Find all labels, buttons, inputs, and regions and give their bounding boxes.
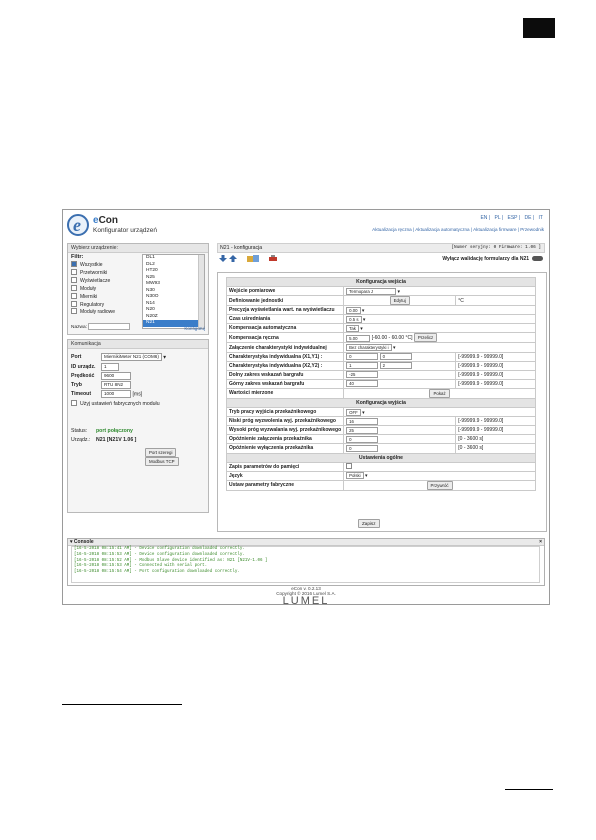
lang-it[interactable]: IT	[538, 215, 543, 221]
device-item[interactable]: N20Z	[146, 313, 158, 319]
log-line: [16-5-2018 08:15:53 AM] - Device configuration downloaded correctly.	[74, 552, 245, 557]
x2-input[interactable]: 1	[346, 362, 378, 369]
table-row: Wartości mierzone Pokaż	[227, 388, 536, 398]
device-list-scrollbar[interactable]	[198, 255, 204, 328]
mode-row: Tryb RTU 8N2	[71, 381, 131, 389]
config-title: N21 - konfiguracja	[220, 245, 263, 251]
table-row: Charakterystyka indywidualna (X1,Y1) : 0 0 [-99999.9 - 99999.0]	[227, 352, 536, 361]
connection-buttons	[145, 448, 208, 466]
config-toolbar	[217, 253, 545, 265]
lang-de[interactable]: DE	[524, 215, 532, 221]
serial-port-button[interactable]: Port szeregi	[145, 448, 176, 457]
port-select[interactable]: MiernikiMeter N21 (COM6)	[101, 353, 162, 361]
upload-arrow-icon[interactable]	[229, 255, 237, 262]
validation-toggle[interactable]	[532, 256, 543, 261]
checkbox-icon[interactable]	[71, 400, 77, 406]
validation-label: Wyłącz walidację formularzy dla N21	[442, 256, 529, 262]
filter-modules[interactable]: Moduły	[71, 285, 115, 293]
configure-link[interactable]: Konfiguruj	[184, 326, 205, 331]
filter-label: Filtr:	[71, 254, 84, 260]
table-row: Opóźnienie wyłączenia przekaźnika 0 [0 - 3600 s]	[227, 444, 536, 453]
table-row: Niski próg wyzwolenia wyj. przekaźnikowego 16 [-99999.9 - 99999.0]	[227, 417, 536, 426]
device-item[interactable]: DL1	[146, 255, 155, 260]
checkbox-icon[interactable]	[71, 308, 77, 314]
modbus-tcp-button[interactable]: Modbus TCP	[145, 457, 179, 466]
device-item[interactable]: N20	[146, 307, 155, 312]
lang-esp[interactable]: ESP	[507, 215, 518, 221]
language-switcher: EN | PL | ESP | DE | IT	[480, 215, 543, 221]
show-values-button[interactable]: Pokaż	[429, 389, 449, 398]
table-row: Zapis parametrów do pamięci	[227, 462, 536, 471]
copyright-text: Copyright © 2016 Lumel S.A.	[276, 591, 336, 597]
precision-select[interactable]: 0.00	[346, 307, 360, 314]
footnote-rule	[62, 704, 182, 705]
checkbox-icon[interactable]	[71, 261, 77, 267]
speed-select[interactable]: 9600	[101, 372, 131, 380]
version-text: eCon v. 0.2.13	[291, 586, 321, 591]
relay-mode-select[interactable]: OFF	[346, 409, 361, 416]
id-input[interactable]: 1	[101, 363, 119, 371]
filter-displays[interactable]: Wyświetlacze	[71, 277, 115, 285]
device-selector	[67, 243, 209, 335]
table-row: Górny zakres wskazań bargrafu 40 [-99999.9 - 99999.0]	[227, 379, 536, 388]
on-delay-input[interactable]: 0	[346, 436, 378, 443]
console-header: ▾ Console ×	[70, 539, 542, 545]
restore-factory-button[interactable]: Przywróć	[427, 481, 453, 490]
relay-low-input[interactable]: 16	[346, 418, 378, 425]
open-folder-icon[interactable]	[247, 255, 259, 262]
console-panel	[67, 538, 545, 586]
app-screenshot	[62, 209, 550, 605]
table-row: Kompensacja automatyczna Tak ▾	[227, 324, 536, 333]
device-item[interactable]: MW93	[146, 281, 160, 286]
device-item[interactable]: N25	[146, 274, 155, 280]
update-links[interactable]: Aktualizacja ręczna | Aktualizacja automatyczna | Aktualizacja firmware | Przewodnik	[372, 227, 544, 232]
console-log	[71, 546, 540, 583]
auto-comp-select[interactable]: Tak	[346, 325, 359, 332]
device-item[interactable]: HT20	[146, 268, 158, 273]
print-icon[interactable]	[269, 255, 277, 262]
checkbox-icon[interactable]	[71, 285, 77, 291]
table-row: Opóźnienie załączenia przekaźnika 0 [0 - 3600 s]	[227, 435, 536, 444]
filter-all[interactable]: Wszystkie	[71, 261, 115, 269]
save-to-memory-checkbox[interactable]	[346, 463, 352, 469]
communication-panel	[67, 339, 209, 513]
status-value: port połączony	[96, 428, 133, 434]
econ-logo-icon: e	[67, 214, 89, 236]
name-input[interactable]	[88, 323, 130, 330]
status-row: Status: port połączony	[71, 428, 133, 434]
log-line: [16-5-2018 08:15:53 AM] - Connected with serial port.	[74, 564, 208, 569]
checkbox-icon[interactable]	[71, 301, 77, 307]
config-title-bar	[217, 243, 545, 253]
off-delay-input[interactable]: 0	[346, 445, 378, 452]
id-row: ID urządz. 1	[71, 363, 119, 371]
mode-select[interactable]: RTU 8N2	[101, 381, 131, 389]
log-line: [16-5-2018 08:15:54 AM] - Port configuration downloaded correctly.	[74, 570, 240, 575]
input-type-select[interactable]: Termopara J	[346, 288, 396, 295]
device-item[interactable]: N30	[146, 287, 155, 293]
log-line: [16-5-2018 08:15:41 AM] - Device configuration downloaded correctly.	[74, 547, 245, 551]
table-row: Czas uśredniania 0.5 s ▾	[227, 315, 536, 324]
page-number-rule	[505, 789, 553, 790]
bargraph-low-input[interactable]: -25	[346, 371, 378, 378]
close-icon[interactable]: ×	[539, 539, 542, 545]
device-item[interactable]: DL2	[146, 261, 155, 267]
checkbox-icon[interactable]	[71, 293, 77, 299]
left-panel	[67, 243, 209, 513]
device-item[interactable]: N14	[146, 300, 155, 306]
edit-unit-button[interactable]: Edytuj	[390, 296, 410, 305]
config-table	[226, 277, 536, 491]
table-row: Język Polski ▾	[227, 471, 536, 480]
port-row: Port MiernikiMeter N21 (COM6) ▾	[71, 354, 166, 361]
device-list[interactable]	[142, 254, 205, 329]
table-row: Charakterystyka indywidualna (X2,Y2) : 1 2 [-99999.9 - 99999.0]	[227, 361, 536, 370]
config-form	[217, 272, 547, 532]
y2-input[interactable]: 2	[380, 362, 412, 369]
language-select[interactable]: Polski	[346, 472, 363, 479]
bargraph-high-input[interactable]: 40	[346, 380, 378, 387]
chevron-down-icon: ▾	[163, 354, 166, 361]
device-row: Urządz.: N21 [N21V 1.06 ]	[71, 437, 137, 443]
lang-pl[interactable]: PL	[494, 215, 501, 221]
timeout-input[interactable]: 1000	[101, 390, 131, 398]
device-value: N21 [N21V 1.06 ]	[96, 437, 137, 443]
page-corner-tab	[523, 18, 555, 38]
config-panel	[217, 243, 545, 265]
factory-settings-row[interactable]: Użyj ustawień fabrycznych modułu	[71, 400, 160, 407]
app-brand: eCon	[93, 215, 119, 226]
x1-input[interactable]: 0	[346, 353, 378, 360]
checkbox-icon[interactable]	[71, 269, 77, 275]
app-footer	[63, 586, 549, 604]
table-row: Załączenie charakterystyki indywidualnej Bez charakterystyki i ▾	[227, 343, 536, 352]
device-item-selected[interactable]: N21	[143, 320, 204, 327]
save-button[interactable]: Zapisz	[358, 519, 380, 528]
section-input: Konfiguracja wejścia	[227, 278, 536, 287]
timeout-row: Timeout 1000 [ms]	[71, 391, 143, 398]
filter-radio-modules[interactable]: Moduły radiowe	[71, 308, 115, 316]
manual-comp-input[interactable]: 5.00	[346, 335, 370, 342]
filter-list	[71, 261, 115, 316]
table-row: Ustaw parametry fabryczne Przywróć	[227, 480, 536, 490]
recalculate-button[interactable]: Przelicz	[414, 333, 437, 342]
download-arrow-icon[interactable]	[219, 255, 227, 262]
app-header	[63, 210, 549, 240]
filter-controllers[interactable]: Regulatory	[71, 301, 115, 309]
app-subtitle: Konfigurator urządzeń	[93, 227, 157, 234]
lang-en[interactable]: EN	[480, 215, 488, 221]
checkbox-icon[interactable]	[71, 277, 77, 283]
table-row: Definiowanie jednostki Edytuj °C	[227, 296, 536, 306]
relay-high-input[interactable]: 25	[346, 427, 378, 434]
table-row: Wysoki próg wyzwalania wyj. przekaźnikowego 25 [-99999.9 - 99999.0]	[227, 426, 536, 435]
table-row: Wejście pomiarowe Termopara J ▾	[227, 287, 536, 296]
name-filter: Nazwa:	[71, 323, 130, 330]
communication-title: Komunikacja	[68, 340, 208, 349]
table-row: Precyzja wyświetlania wart. na wyświetlaczu 0.00 ▾	[227, 306, 536, 315]
log-line: [16-5-2018 08:15:52 AM] - Modbus Slave device identified as: N21 [N21V-1.06 ]	[74, 558, 268, 563]
device-selector-title: Wybierz urządzenie:	[68, 244, 208, 253]
filter-meters[interactable]: Mierniki	[71, 293, 115, 301]
section-general: Ustawienia ogólne	[227, 453, 536, 462]
section-output: Konfiguracja wyjścia	[227, 398, 536, 407]
table-row: Tryb pracy wyjścia przekaźnikowego OFF ▾	[227, 408, 536, 417]
speed-row: Prędkość 9600	[71, 372, 131, 380]
filter-transducers[interactable]: Przetworniki	[71, 269, 115, 277]
table-row: Dolny zakres wskazań bargrafu -25 [-99999.9 - 99999.0]	[227, 370, 536, 379]
averaging-select[interactable]: 0.5 s	[346, 316, 361, 323]
table-row: Kompensacja ręczna 5.00 [-60.00 - 60.00 °C] Przelicz	[227, 333, 536, 343]
lumel-logo: LUMEL	[282, 594, 330, 605]
serial-info: [Numer seryjny: 0 Firmware: 1.06 ]	[451, 245, 541, 250]
y1-input[interactable]: 0	[380, 353, 412, 360]
char-select[interactable]: Bez charakterystyki i	[346, 344, 391, 351]
device-item[interactable]: N30O	[146, 294, 159, 299]
